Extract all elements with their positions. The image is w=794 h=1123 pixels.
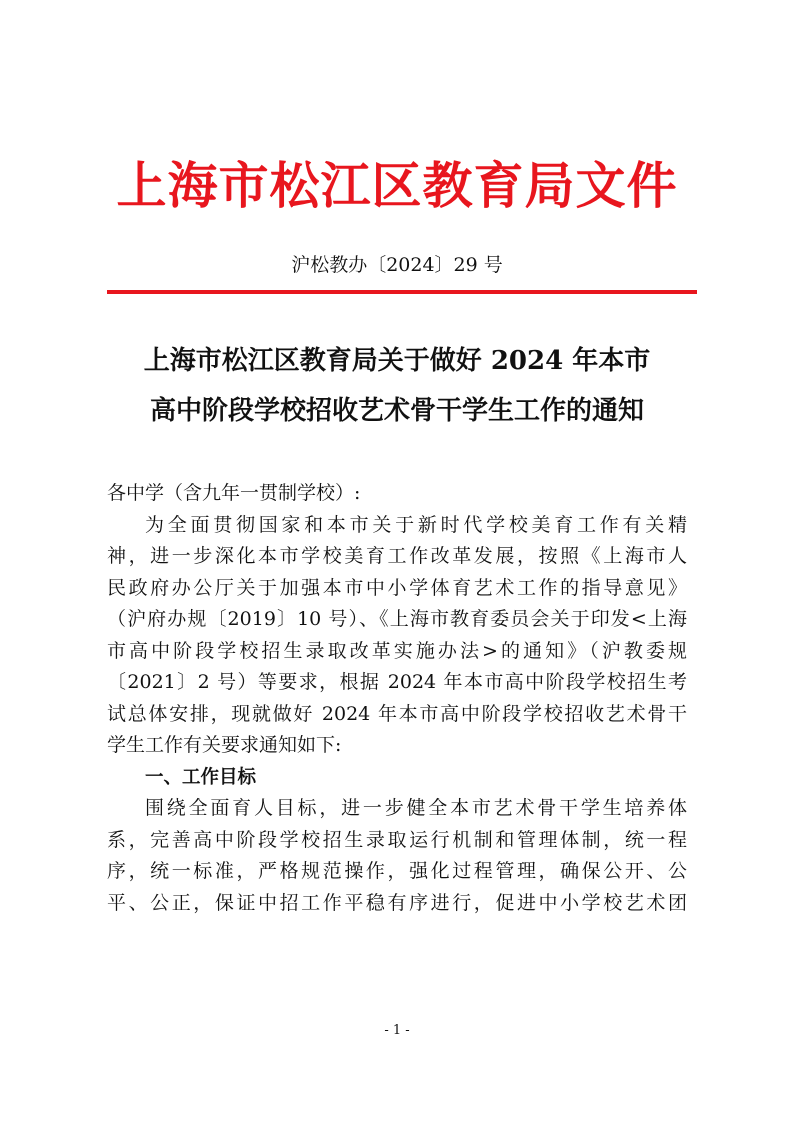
paragraph-1-line: 市高中阶段学校招生录取改革实施办法>的通知》（沪教委规 [107, 639, 687, 662]
paragraph-1-line: （沪府办规〔2019〕10 号）、《上海市教育委员会关于印发<上海 [107, 608, 687, 630]
paragraph-1-line: 试总体安排，现就做好 2024 年本市高中阶段学校招收艺术骨干 [107, 702, 687, 725]
paragraph-1-line: 民政府办公厅关于加强本市中小学体育艺术工作的指导意见》 [107, 576, 687, 599]
paragraph-2-line: 平、公正，保证中招工作平稳有序进行，促进中小学校艺术团 [107, 891, 687, 914]
paragraph-1-line: 〔2021〕2 号）等要求，根据 2024 年本市高中阶段学校招生考 [107, 671, 687, 693]
salutation: 各中学（含九年一贯制学校）: [107, 482, 361, 504]
paragraph-2-line: 系，完善高中阶段学校招生录取运行机制和管理体制，统一程 [107, 828, 687, 851]
paragraph-1-line: 神，进一步深化本市学校美育工作改革发展，按照《上海市人 [107, 545, 687, 567]
paragraph-1-line: 为全面贯彻国家和本市关于新时代学校美育工作有关精 [145, 513, 687, 536]
notice-body [107, 478, 687, 919]
notice-title [60, 336, 734, 436]
agency-header-title: 上海市松江区教育局文件 [116, 156, 678, 215]
document-number: 沪松教办〔2024〕29 号 [291, 254, 503, 276]
paragraph-2-line: 围绕全面育人目标，进一步健全本市艺术骨干学生培养体 [145, 797, 687, 819]
paragraph-1-line: 学生工作有关要求通知如下: [107, 734, 342, 756]
page-number: - 1 - [384, 1023, 410, 1038]
notice-title-line-2: 高中阶段学校招收艺术骨干学生工作的通知 [149, 396, 644, 426]
red-divider-rule [107, 290, 697, 294]
section-1-heading: 一、工作目标 [145, 766, 257, 788]
notice-title-line-1: 上海市松江区教育局关于做好 2024 年本市 [143, 346, 651, 376]
paragraph-2-line: 序，统一标准，严格规范操作，强化过程管理，确保公开、公 [107, 860, 687, 882]
